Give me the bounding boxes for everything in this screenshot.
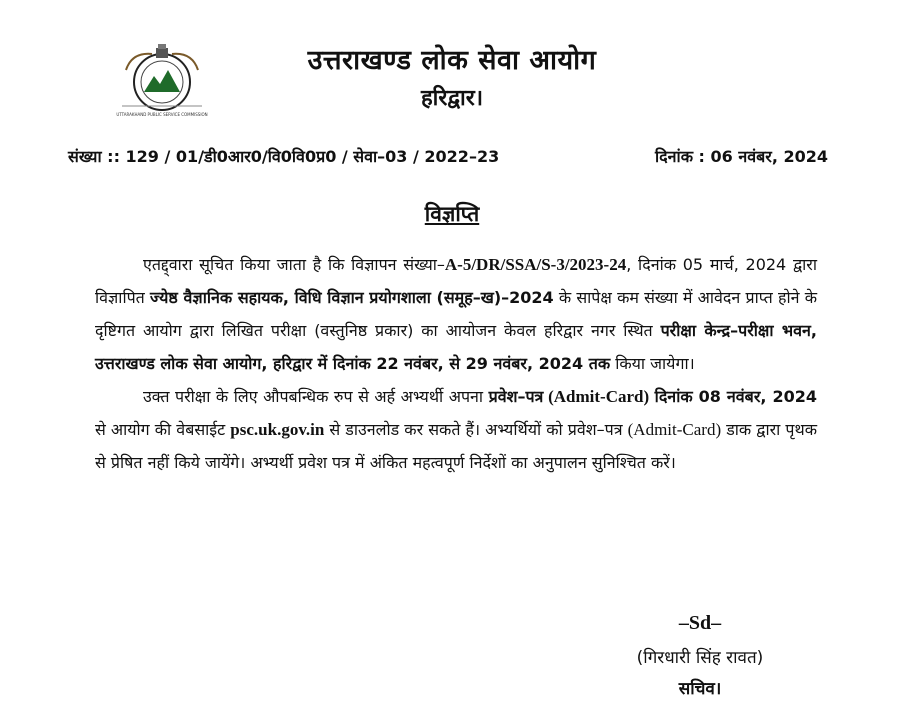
signatory-name: (गिरधारी सिंह रावत) (636, 648, 764, 668)
p1-text-2: , दिनांक 05 मार्च, 2024 द्वारा विज्ञापित (95, 255, 817, 307)
emblem-caption: UTTARAKHAND PUBLIC SERVICE COMMISSION (116, 112, 208, 117)
notice-date: दिनांक : 06 नवंबर, 2024 (655, 147, 828, 166)
paragraph-2 (95, 380, 817, 479)
p2-text-2: से आयोग की वेबसाईट (95, 420, 231, 439)
organization-city: हरिद्वार। (420, 85, 484, 111)
admit-card-english-2: (Admit-Card) (627, 420, 722, 439)
p2-text-4: डाक द्वारा पृथक से प्रेषित नहीं किये जायेंगे। अभ्यर्थी प्रवेश पत्र में अंकित महत्वपूर्ण निर्देशों का अनुपालन सुनिश्चित करें। (95, 420, 817, 472)
admit-card-label: प्रवेश–पत्र (488, 387, 544, 406)
notice-title: विज्ञप्ति (424, 201, 480, 226)
signature-sd: –Sd– (678, 612, 722, 634)
paragraph-1 (95, 248, 817, 380)
signatory-designation: सचिव। (678, 679, 722, 699)
organization-name: उत्तराखण्ड लोक सेवा आयोग (307, 45, 597, 76)
p1-text-3: के सापेक्ष कम संख्या में आवेदन प्राप्त होने के दृष्टिगत आयोग द्वारा लिखित परीक्षा (वस्तुनिष्ठ प्रकार) का आयोजन केवल हरिद्वार नगर स्थित (95, 288, 817, 340)
p1-text-4: किया जायेगा। (610, 354, 695, 373)
p1-text-1: एतद्द्वारा सूचित किया जाता है कि विज्ञापन संख्या– (143, 255, 445, 274)
exam-venue-dates: परीक्षा केन्द्र–परीक्षा भवन, उत्तराखण्ड लोक सेवा आयोग, हरिद्वार में दिनांक 22 नवंबर, से 29 नवंबर, 2024 तक (95, 321, 817, 373)
post-name: ज्येष्ठ वैज्ञानिक सहायक, विधि विज्ञान प्रयोगशाला (समूह–ख)–2024 (150, 288, 554, 307)
reference-number: संख्या :: 129 / 01/डी0आर0/वि0वि0प्र0 / सेवा–03 / 2022–23 (68, 147, 500, 166)
admit-card-date: दिनांक 08 नवंबर, 2024 (654, 387, 817, 406)
notice-body (95, 248, 817, 479)
p2-text-1: उक्त परीक्षा के लिए औपबन्धिक रुप से अर्ह अभ्यर्थी अपना (143, 387, 489, 406)
admit-card-english: (Admit-Card) (543, 387, 650, 406)
p2-text-3: से डाउनलोड कर सकते हैं। अभ्यर्थियों को प्रवेश–पत्र (324, 420, 628, 439)
website-link[interactable]: psc.uk.gov.in (230, 420, 325, 439)
advertisement-number: A-5/DR/SSA/S-3/2023-24 (444, 255, 627, 274)
